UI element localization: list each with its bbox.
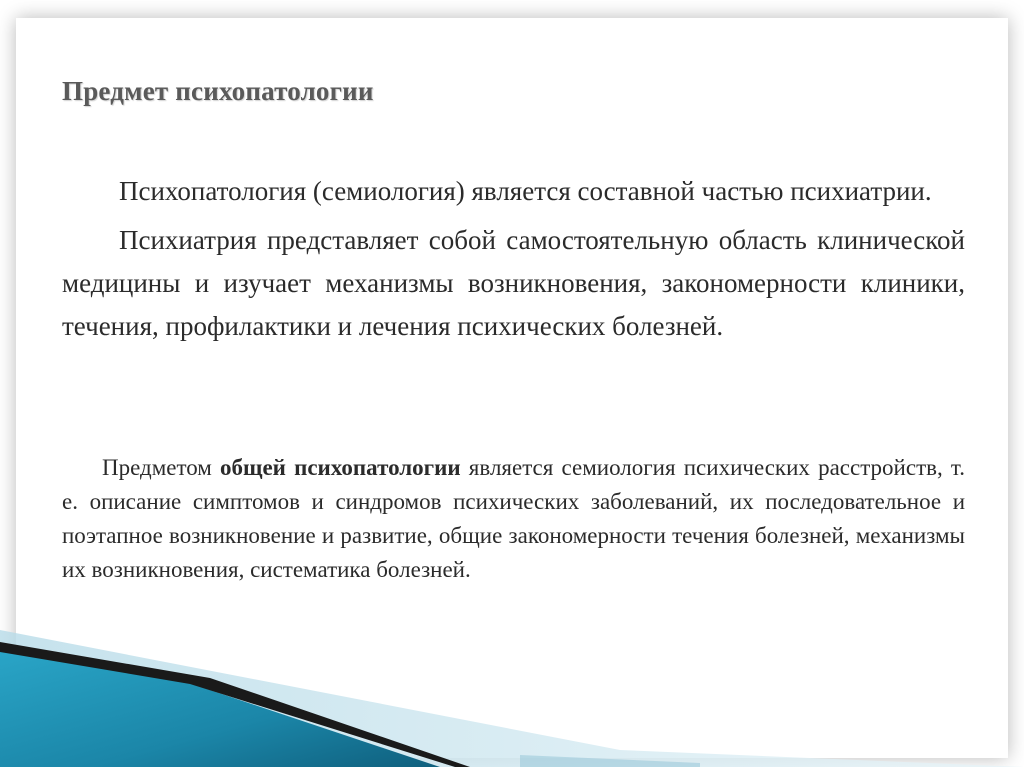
subject-emphasis: общей психопатологии bbox=[220, 455, 461, 480]
subject-rest: является семиология психических расстройств, т. е. описание симптомов и синдромов психических заболеваний, их последовательное и поэтапное возникновение и развитие, общие закономерности течения болезней, механизмы их возникновения, систематика болезней. bbox=[62, 455, 965, 582]
subject-prefix: Предметом bbox=[102, 455, 221, 480]
decorative-swoosh bbox=[0, 600, 1024, 767]
paragraph-subject bbox=[62, 451, 965, 587]
main-text-block bbox=[62, 170, 965, 354]
paragraph-psychiatry: Психиатрия представляет собой самостоятельную область клинической медицины и изучает механизмы возникновения, закономерности клиники, течения, профилактики и лечения психических болезней. bbox=[62, 225, 965, 341]
subject-text-block bbox=[62, 451, 965, 587]
paragraph-definition: Психопатология (семиология) является составной частью психиатрии. bbox=[119, 176, 932, 206]
slide-title: Предмет психопатологии bbox=[62, 76, 374, 106]
